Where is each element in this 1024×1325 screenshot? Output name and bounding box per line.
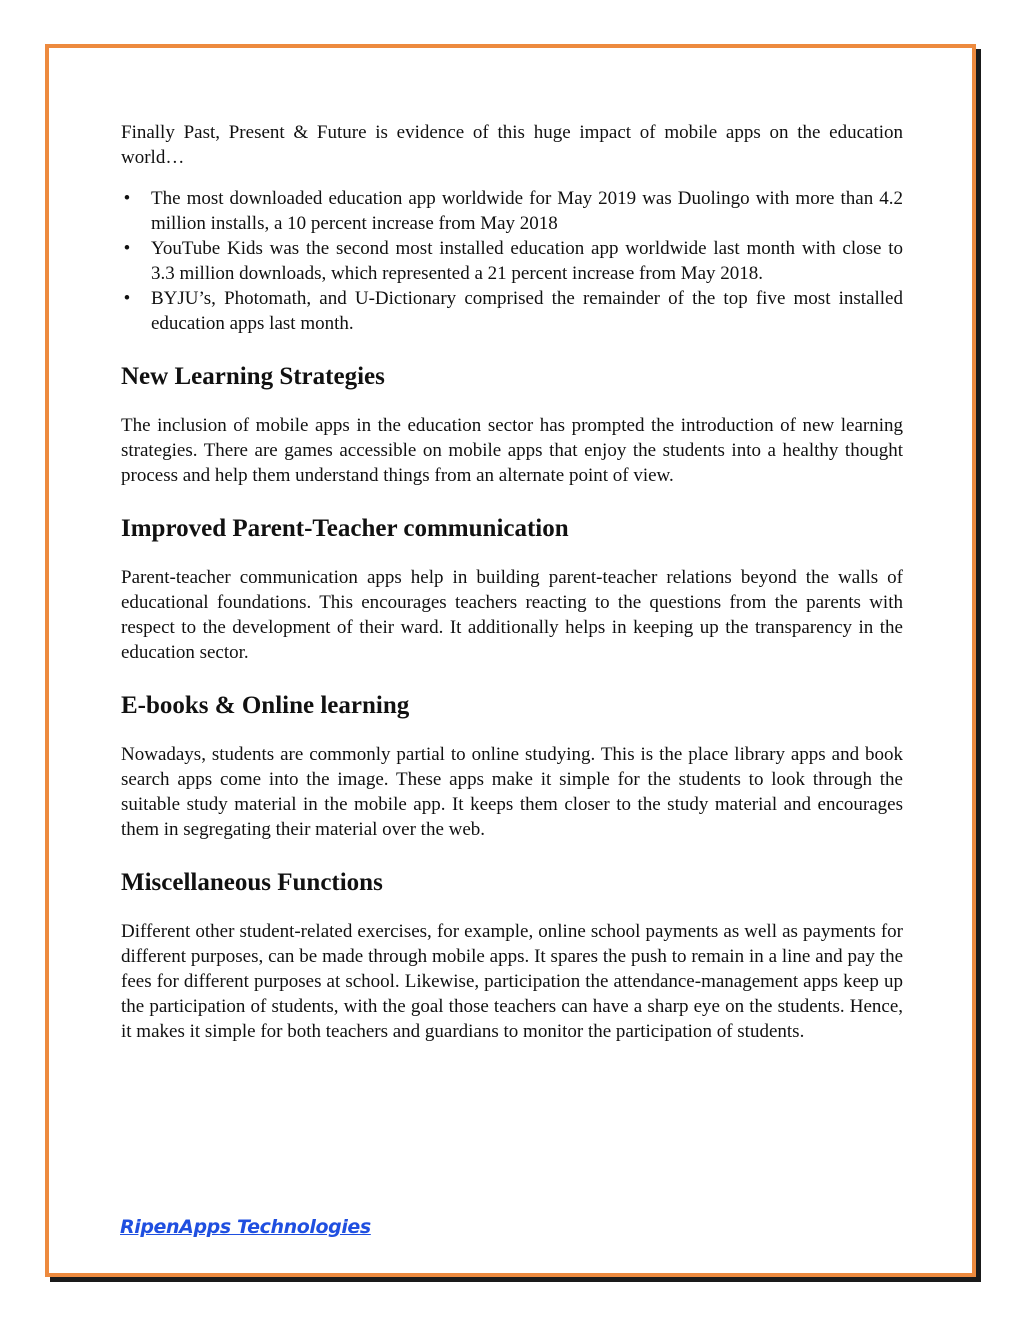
bullet-list [121,186,903,336]
section-miscellaneous-functions [121,868,903,1044]
section-ebooks-online-learning [121,691,903,842]
bullet-text: YouTube Kids was the second most installed education app worldwide last month with close to 3.3 million downloads, which represented a 21 percent increase from May 2018. [151,238,903,284]
intro-paragraph: Finally Past, Present & Future is evidence of this huge impact of mobile apps on the education world… [121,122,903,168]
section-heading: Improved Parent-Teacher communication [121,515,569,542]
section-parent-teacher-communication [121,514,903,665]
bullet-icon: • [123,188,131,209]
section-heading: Miscellaneous Functions [121,869,383,896]
document-content [121,120,903,1044]
bullet-text: BYJU’s, Photomath, and U-Dictionary comprised the remainder of the top five most installed education apps last month. [151,288,903,334]
bullet-text: The most downloaded education app worldwide for May 2019 was Duolingo with more than 4.2 million installs, a 10 percent increase from May 2018 [151,188,903,234]
section-body: Different other student-related exercises, for example, online school payments as well as payments for different purposes, can be made through mobile apps. It spares the push to remain in a line and pay the fees for different purposes at school. Likewise, participation the attendance-management apps keep up the participation of students, with the goal those teachers can have a sharp eye on the students. Hence, it makes it simple for both teachers and guardians to monitor the participation of students. [121,921,903,1042]
section-body: The inclusion of mobile apps in the education sector has prompted the introduction of new learning strategies. There are games accessible on mobile apps that enjoy the students into a healthy thought process and help them understand things from an alternate point of view. [121,415,903,486]
section-heading: E-books & Online learning [121,692,410,719]
bullet-item [121,236,903,286]
section-heading: New Learning Strategies [121,363,385,390]
section-new-learning-strategies [121,362,903,488]
bullet-item [121,286,903,336]
bullet-item [121,186,903,236]
bullet-icon: • [123,288,131,309]
bullet-icon: • [123,238,131,259]
section-body: Nowadays, students are commonly partial to online studying. This is the place library apps and book search apps come into the image. These apps make it simple for the students to look through the suitable study material in the mobile app. It keeps them closer to the study material and encourages them in segregating their material over the web. [121,744,903,840]
footer-company-link[interactable]: RipenApps Technologies [120,1216,371,1238]
section-body: Parent-teacher communication apps help in building parent-teacher relations beyond the walls of educational foundations. This encourages teachers reacting to the questions from the parents with respect to the development of their ward. It additionally helps in keeping up the transparency in the education sector. [121,567,903,663]
